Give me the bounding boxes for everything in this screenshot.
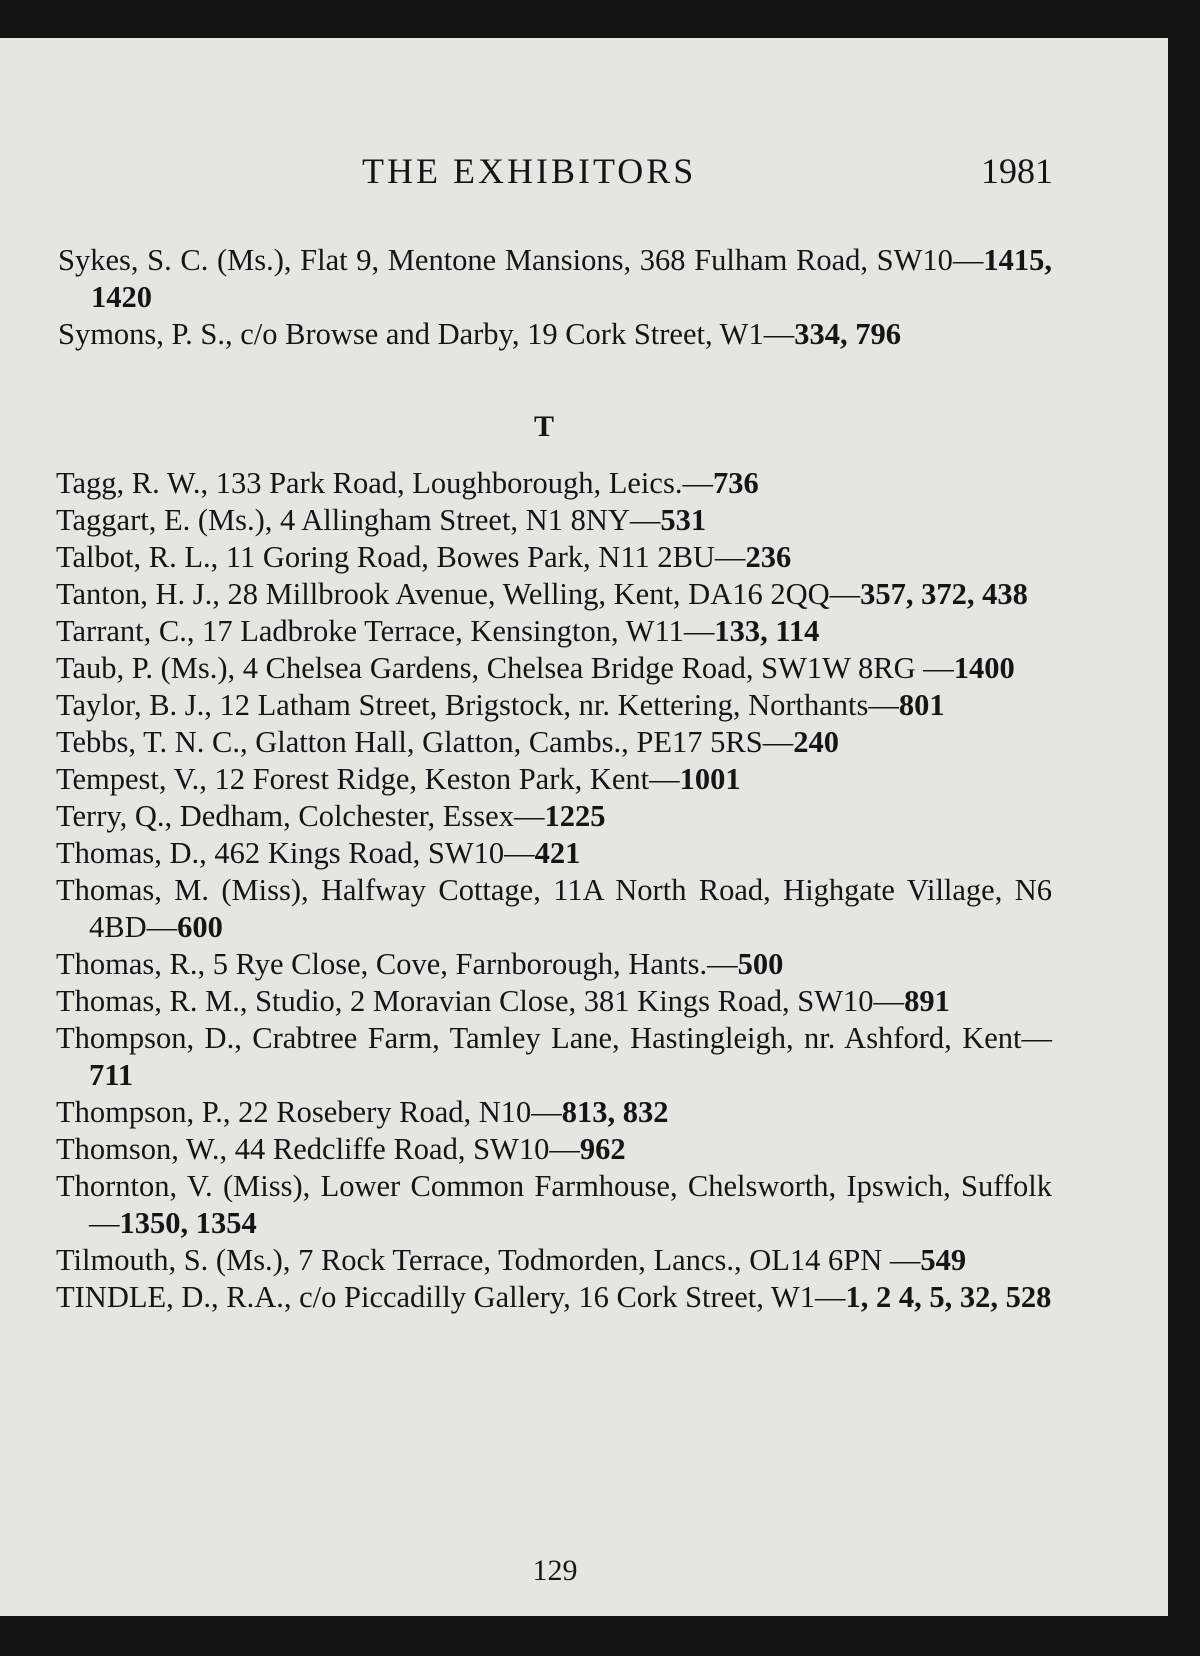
entry-text: Thomas, R., 5 Rye Close, Cove, Farnborough, Hants.— [56, 947, 738, 981]
entry-text: Terry, Q., Dedham, Colchester, Essex— [56, 799, 545, 833]
entry-text: Tilmouth, S. (Ms.), 7 Rock Terrace, Todmorden, Lancs., OL14 6PN — [56, 1243, 921, 1277]
entry-numbers: 1, 2 4, 5, 32, 528 [845, 1280, 1052, 1314]
exhibitor-entry [56, 1279, 1052, 1316]
exhibitor-entry [56, 798, 1052, 835]
entry-numbers: 240 [793, 725, 839, 759]
entry-text: Sykes, S. C. (Ms.), Flat 9, Mentone Mansions, 368 Fulham Road, SW10— [58, 243, 984, 277]
exhibitor-entry [56, 687, 1052, 724]
entry-text: Thornton, V. (Miss), Lower Common Farmhouse, Chelsworth, Ipswich, Suffolk— [56, 1169, 1052, 1240]
exhibitor-entry [56, 1020, 1052, 1094]
exhibitor-entry [56, 835, 1052, 872]
exhibitor-entry [56, 1094, 1052, 1131]
entry-list [56, 465, 1052, 1316]
entry-numbers: 1350, 1354 [119, 1206, 257, 1240]
entry-list-before [58, 242, 1052, 353]
entry-numbers: 421 [534, 836, 581, 870]
entry-text: Thomson, W., 44 Redcliffe Road, SW10— [56, 1132, 580, 1166]
entry-text: Tarrant, C., 17 Ladbroke Terrace, Kensington, W11— [56, 614, 715, 648]
entry-text: Tanton, H. J., 28 Millbrook Avenue, Welling, Kent, DA16 2QQ— [56, 577, 861, 611]
entry-numbers: 600 [177, 910, 223, 944]
exhibitor-entry [58, 242, 1052, 316]
entry-numbers: 813, 832 [561, 1095, 669, 1129]
entry-text: Tagg, R. W., 133 Park Road, Loughborough, Leics.— [56, 466, 713, 500]
entry-numbers: 500 [737, 947, 784, 981]
exhibitor-entry [56, 983, 1052, 1020]
entry-text: Thompson, P., 22 Rosebery Road, N10— [56, 1095, 562, 1129]
entry-numbers: 1415, 1420 [91, 243, 1052, 314]
book-page [0, 38, 1168, 1616]
entry-numbers: 801 [898, 688, 945, 722]
entry-numbers: 531 [660, 503, 707, 537]
exhibitor-entry [56, 872, 1052, 946]
entry-text: Thompson, D., Crabtree Farm, Tamley Lane, Hastingleigh, nr. Ashford, Kent— [56, 1021, 1052, 1055]
entry-numbers: 1001 [679, 762, 741, 796]
exhibitor-entry [56, 613, 1052, 650]
exhibitor-entry [56, 539, 1052, 576]
entry-numbers: 736 [712, 466, 759, 500]
entry-text: Taylor, B. J., 12 Latham Street, Brigstock, nr. Kettering, Northants— [56, 688, 899, 722]
header-year: 1981 [981, 151, 1053, 191]
exhibitor-entry [56, 724, 1052, 761]
exhibitor-entry [56, 502, 1052, 539]
entry-numbers: 236 [745, 540, 792, 574]
entry-numbers: 711 [89, 1058, 134, 1092]
exhibitor-entry [56, 1168, 1052, 1242]
exhibitor-entry [56, 1242, 1052, 1279]
entry-numbers: 962 [579, 1132, 626, 1166]
entry-text: Taggart, E. (Ms.), 4 Allingham Street, N1 8NY— [56, 503, 661, 537]
entry-numbers: 891 [904, 984, 950, 1018]
entry-text: Thomas, M. (Miss), Halfway Cottage, 11A North Road, Highgate Village, N6 4BD— [56, 873, 1052, 944]
entry-text: Thomas, D., 462 Kings Road, SW10— [56, 836, 535, 870]
entry-numbers: 133, 114 [714, 614, 820, 648]
entry-numbers: 357, 372, 438 [860, 577, 1028, 611]
entry-text: Tempest, V., 12 Forest Ridge, Keston Park, Kent— [56, 762, 680, 796]
exhibitor-entry [56, 576, 1052, 613]
exhibitor-entry [56, 761, 1052, 798]
exhibitor-entry [56, 465, 1052, 502]
entry-text: Talbot, R. L., 11 Goring Road, Bowes Park, N11 2BU— [56, 540, 746, 574]
entry-text: Symons, P. S., c/o Browse and Darby, 19 Cork Street, W1— [58, 317, 795, 351]
page-number: 129 [532, 1554, 578, 1587]
entry-text: Taub, P. (Ms.), 4 Chelsea Gardens, Chelsea Bridge Road, SW1W 8RG — [56, 651, 954, 685]
exhibitor-entry [56, 650, 1052, 687]
entry-numbers: 1225 [544, 799, 606, 833]
exhibitor-entry [56, 1131, 1052, 1168]
exhibitor-entry [58, 316, 1052, 353]
section-letter: T [533, 410, 554, 443]
entry-numbers: 549 [920, 1243, 967, 1277]
entry-text: Tebbs, T. N. C., Glatton Hall, Glatton, Cambs., PE17 5RS— [56, 725, 794, 759]
entry-text: Thomas, R. M., Studio, 2 Moravian Close, 381 Kings Road, SW10— [56, 984, 905, 1018]
entry-text: TINDLE, D., R.A., c/o Piccadilly Gallery, 16 Cork Street, W1— [56, 1280, 846, 1314]
entry-numbers: 1400 [953, 651, 1015, 685]
entry-numbers: 334, 796 [794, 317, 901, 351]
exhibitor-entry [56, 946, 1052, 983]
running-header [0, 150, 1168, 200]
page-title: THE EXHIBITORS [362, 151, 697, 191]
